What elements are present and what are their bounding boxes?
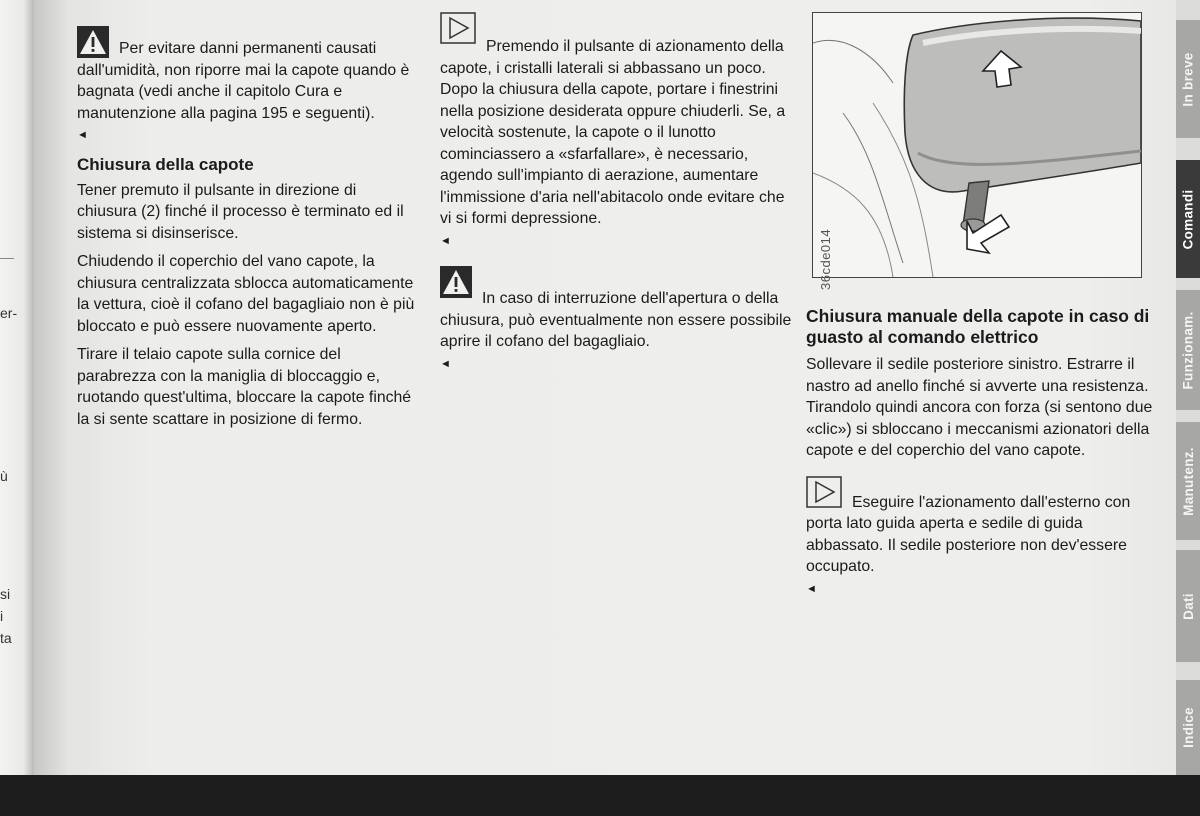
left-divider bbox=[0, 258, 14, 259]
warning-paragraph bbox=[77, 30, 417, 147]
warning-text: In caso di interruzione dell'apertura o della chiusura, può eventualmente non essere possibile aprire il cofano del bagagliaio. bbox=[440, 290, 792, 350]
note-text: Eseguire l'azionamento dall'esterno con porta lato guida aperta e sedile di guida abbassato. Il sedile posteriore non dev'essere occupato. bbox=[806, 493, 1131, 575]
end-mark: ◄ bbox=[440, 234, 451, 247]
end-mark: ◄ bbox=[440, 357, 451, 370]
left-fragment: ta bbox=[0, 630, 12, 646]
figure-illustration bbox=[813, 13, 1141, 277]
paragraph: Tener premuto il pulsante in direzione di chiusura (2) finché il processo è terminato ed il sistema si disinserisce. bbox=[77, 181, 404, 242]
left-page-edge bbox=[0, 0, 34, 775]
left-fragment: er- bbox=[0, 305, 18, 321]
left-fragment: ù bbox=[0, 468, 8, 484]
tab-dati[interactable]: Dati bbox=[1176, 550, 1200, 662]
warning-text: Per evitare danni permanenti causati dall'umidità, non riporre mai la capote quando è bagnata (vedi anche il capitolo Cura e manutenzione alla pagina 195 e seguenti). bbox=[77, 40, 410, 122]
tab-manutenz[interactable]: Manutenz. bbox=[1176, 422, 1200, 540]
column-2 bbox=[440, 16, 792, 382]
end-mark: ◄ bbox=[77, 129, 88, 141]
section-heading: Chiusura della capote bbox=[77, 154, 254, 174]
chapter-tabs bbox=[1176, 0, 1200, 775]
column-3 bbox=[806, 306, 1156, 607]
section-heading: Chiusura manuale della capote in caso di guasto al comando elettrico bbox=[806, 306, 1150, 347]
note-icon bbox=[440, 12, 476, 44]
figure-capote-button bbox=[812, 12, 1142, 278]
end-mark: ◄ bbox=[806, 582, 817, 595]
left-fragment: i bbox=[0, 608, 4, 624]
warning-icon bbox=[77, 26, 109, 58]
left-fragment: si bbox=[0, 586, 11, 602]
tab-funzionam[interactable]: Funzionam. bbox=[1176, 290, 1200, 410]
note-paragraph bbox=[806, 480, 1156, 601]
tab-indice[interactable]: Indice bbox=[1176, 680, 1200, 775]
paragraph: Tirare il telaio capote sulla cornice del parabrezza con la maniglia di bloccaggio e, ruotando quest'ultima, bloccare la capote finché la si sente scattare in posizione di fermo. bbox=[77, 346, 412, 428]
warning-paragraph bbox=[440, 270, 792, 375]
note-icon bbox=[806, 476, 842, 508]
note-text: Premendo il pulsante di azionamento della capote, i cristalli laterali si abbassano un poco. Dopo la chiusura della capote, portare i finestrini nella posizione desiderata oppure chiuderli. Se, a velocità sostenute, la capote o il lunotto cominciassero a «sfarfallare», è necessario, agendo sull'impianto di aerazione, aumentare l'immissione d'aria nell'abitacolo onde evitare che vi si formi depressione. bbox=[440, 38, 786, 227]
warning-icon bbox=[440, 266, 472, 298]
column-1 bbox=[77, 30, 417, 437]
tab-comandi[interactable]: Comandi bbox=[1176, 160, 1200, 278]
paragraph: Sollevare il sedile posteriore sinistro. Estrarre il nastro ad anello finché si avverte una resistenza. Tirandolo quindi ancora con forza (si sentono due «clic») si sbloccano i meccanismi azionatori della capote e del coperchio del vano capote. bbox=[806, 356, 1153, 459]
figure-code: 36cde014 bbox=[818, 228, 833, 290]
paragraph: Chiudendo il coperchio del vano capote, la chiusura centralizzata sblocca automaticamente la vettura, cioè il cofano del bagagliaio non è più bloccato e può essere nuovamente aperto. bbox=[77, 253, 415, 335]
scan-bottom-edge bbox=[0, 775, 1200, 816]
tab-in-breve[interactable]: In breve bbox=[1176, 20, 1200, 138]
note-paragraph bbox=[440, 16, 792, 252]
